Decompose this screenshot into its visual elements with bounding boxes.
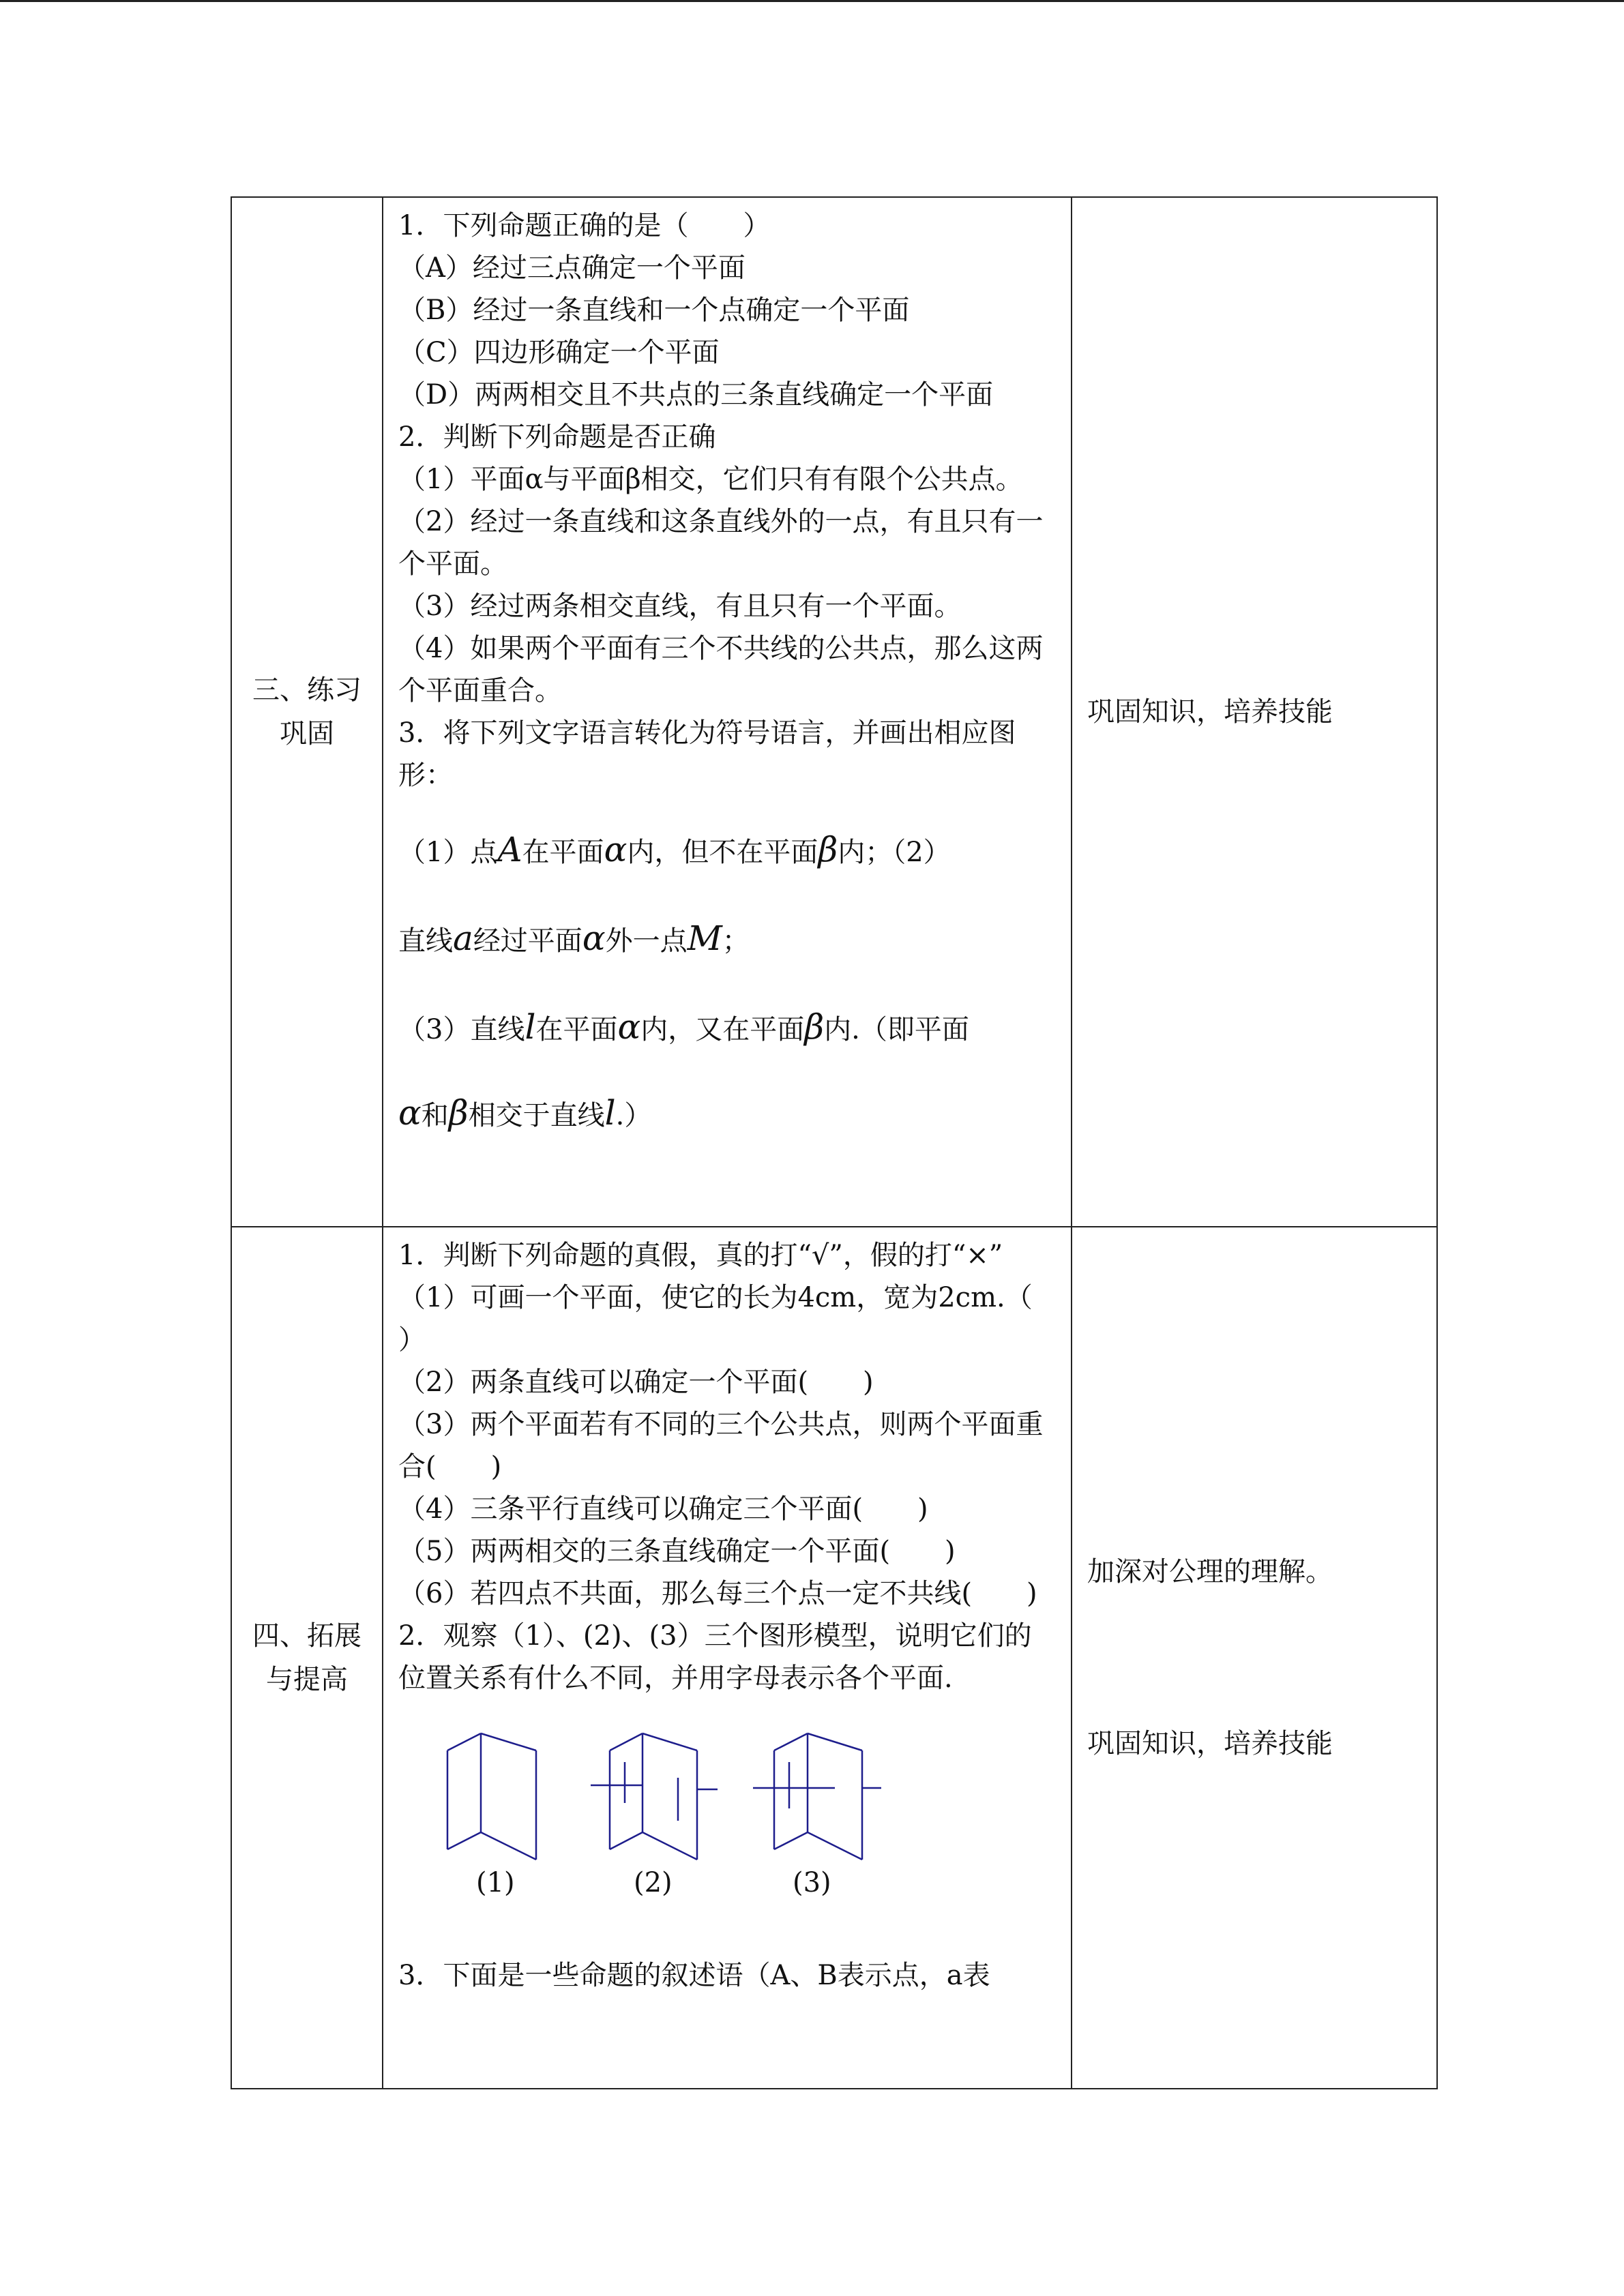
math-symbol: β — [448, 1093, 469, 1133]
plane-model-2 — [591, 1733, 718, 1860]
stage-label-line: 三、练习 — [252, 674, 361, 706]
text-part: 在平面 — [535, 1014, 618, 1045]
math-symbol: α — [582, 919, 606, 958]
content-cell-practice — [383, 197, 1072, 1227]
judgement-item: （3）经过两条相交直线，有且只有一个平面。 — [398, 591, 962, 622]
text-part: 相交于直线 — [468, 1100, 605, 1131]
truth-item: （6）若四点不共面，那么每三个点一定不共线( ) — [398, 1578, 1037, 1609]
goal-cell-extension — [1072, 1227, 1437, 2089]
question-stem: 2．观察（1）、(2)、(3）三个图形模型，说明它们的位置关系有什么不同，并用字母表示各个平面. — [398, 1620, 1032, 1694]
stage-label-line: 与提高 — [266, 1664, 348, 1695]
math-symbol: β — [818, 830, 838, 869]
text-part: （3）直线 — [398, 1014, 525, 1045]
truth-item: （3）两个平面若有不同的三个公共点，则两个平面重合( ) — [398, 1409, 1044, 1482]
math-symbol: A — [497, 830, 522, 869]
question-stem: 3．下面是一些命题的叙述语（A、B表示点，a表 — [398, 1960, 990, 1991]
text-part: 内，又在平面 — [640, 1014, 805, 1045]
text-part: 和 — [421, 1100, 449, 1131]
plane-model-1 — [447, 1733, 536, 1860]
judgement-item: （2）经过一条直线和这条直线外的一点，有且只有一个平面。 — [398, 506, 1044, 580]
text-part: 内；（2） — [838, 837, 951, 868]
goal-text: 巩固知识，培养技能 — [1087, 1728, 1333, 1759]
table-row-extension — [231, 1227, 1437, 2089]
goal-text: 巩固知识，培养技能 — [1087, 696, 1333, 728]
truth-item: （4）三条平行直线可以确定三个平面( ) — [398, 1493, 928, 1525]
goal-spacer — [1087, 1593, 1436, 1723]
text-part: .） — [615, 1100, 652, 1131]
figure-caption: (3) — [793, 1867, 831, 1898]
math-symbol: l — [604, 1093, 616, 1133]
truth-item: （1）可画一个平面，使它的长为4cm，宽为2cm.（ ） — [398, 1282, 1069, 1356]
text-part: 外一点 — [605, 925, 688, 957]
translation-line-1 — [398, 822, 1057, 880]
translation-line-2 — [398, 911, 1057, 968]
goal-text: 加深对公理的理解。 — [1087, 1556, 1333, 1587]
text-part: （1）点 — [398, 837, 498, 868]
math-symbol: M — [687, 919, 722, 958]
math-symbol: α — [617, 1007, 641, 1047]
math-symbol: α — [398, 1093, 422, 1133]
stage-label-line: 四、拓展 — [252, 1620, 361, 1652]
question-stem: 1．判断下列命题的真假，真的打“√”，假的打“×” — [398, 1240, 1003, 1271]
math-symbol: l — [525, 1007, 536, 1047]
text-part: 直线 — [398, 925, 453, 957]
text-part: 经过平面 — [473, 925, 582, 957]
lesson-table — [231, 196, 1438, 2089]
option-c: （C）四边形确定一个平面 — [398, 337, 720, 368]
text-part: ； — [722, 925, 750, 957]
text-part: 在平面 — [522, 837, 604, 868]
judgement-item: （1）平面α与平面β相交，它们只有有限个公共点。 — [398, 464, 1023, 495]
figure-caption: (1) — [476, 1867, 515, 1898]
translation-line-4 — [398, 1086, 1057, 1143]
goal-cell-practice — [1072, 197, 1437, 1227]
text-part: 内.（即平面 — [824, 1014, 969, 1045]
question-stem: 3．将下列文字语言转化为符号语言，并画出相应图形： — [398, 717, 1016, 791]
table-row-practice — [231, 197, 1437, 1227]
stage-cell-practice — [231, 197, 383, 1227]
plane-models-figure — [398, 1713, 1057, 1918]
text-part: 内，但不在平面 — [627, 837, 818, 868]
figure-caption: (2) — [634, 1867, 673, 1898]
stage-label-line: 巩固 — [280, 718, 334, 749]
truth-item: （2）两条直线可以确定一个平面( ) — [398, 1367, 874, 1398]
truth-item: （5）两两相交的三条直线确定一个平面( ) — [398, 1536, 956, 1567]
math-symbol: a — [453, 919, 473, 958]
plane-model-3 — [753, 1733, 881, 1860]
judgement-item: （4）如果两个平面有三个不共线的公共点，那么这两个平面重合。 — [398, 633, 1044, 706]
content-cell-extension — [383, 1227, 1072, 2089]
question-stem: 2．判断下列命题是否正确 — [398, 421, 716, 453]
top-border-line — [0, 0, 1624, 2]
option-a: （A）经过三点确定一个平面 — [398, 252, 745, 284]
option-d: （D）两两相交且不共点的三条直线确定一个平面 — [398, 379, 994, 411]
stage-cell-extension — [231, 1227, 383, 2089]
translation-line-3 — [398, 1000, 1057, 1057]
math-symbol: α — [604, 830, 628, 869]
option-b: （B）经过一条直线和一个点确定一个平面 — [398, 295, 910, 326]
math-symbol: β — [804, 1007, 825, 1047]
question-stem: 1．下列命题正确的是（ ） — [398, 210, 771, 241]
